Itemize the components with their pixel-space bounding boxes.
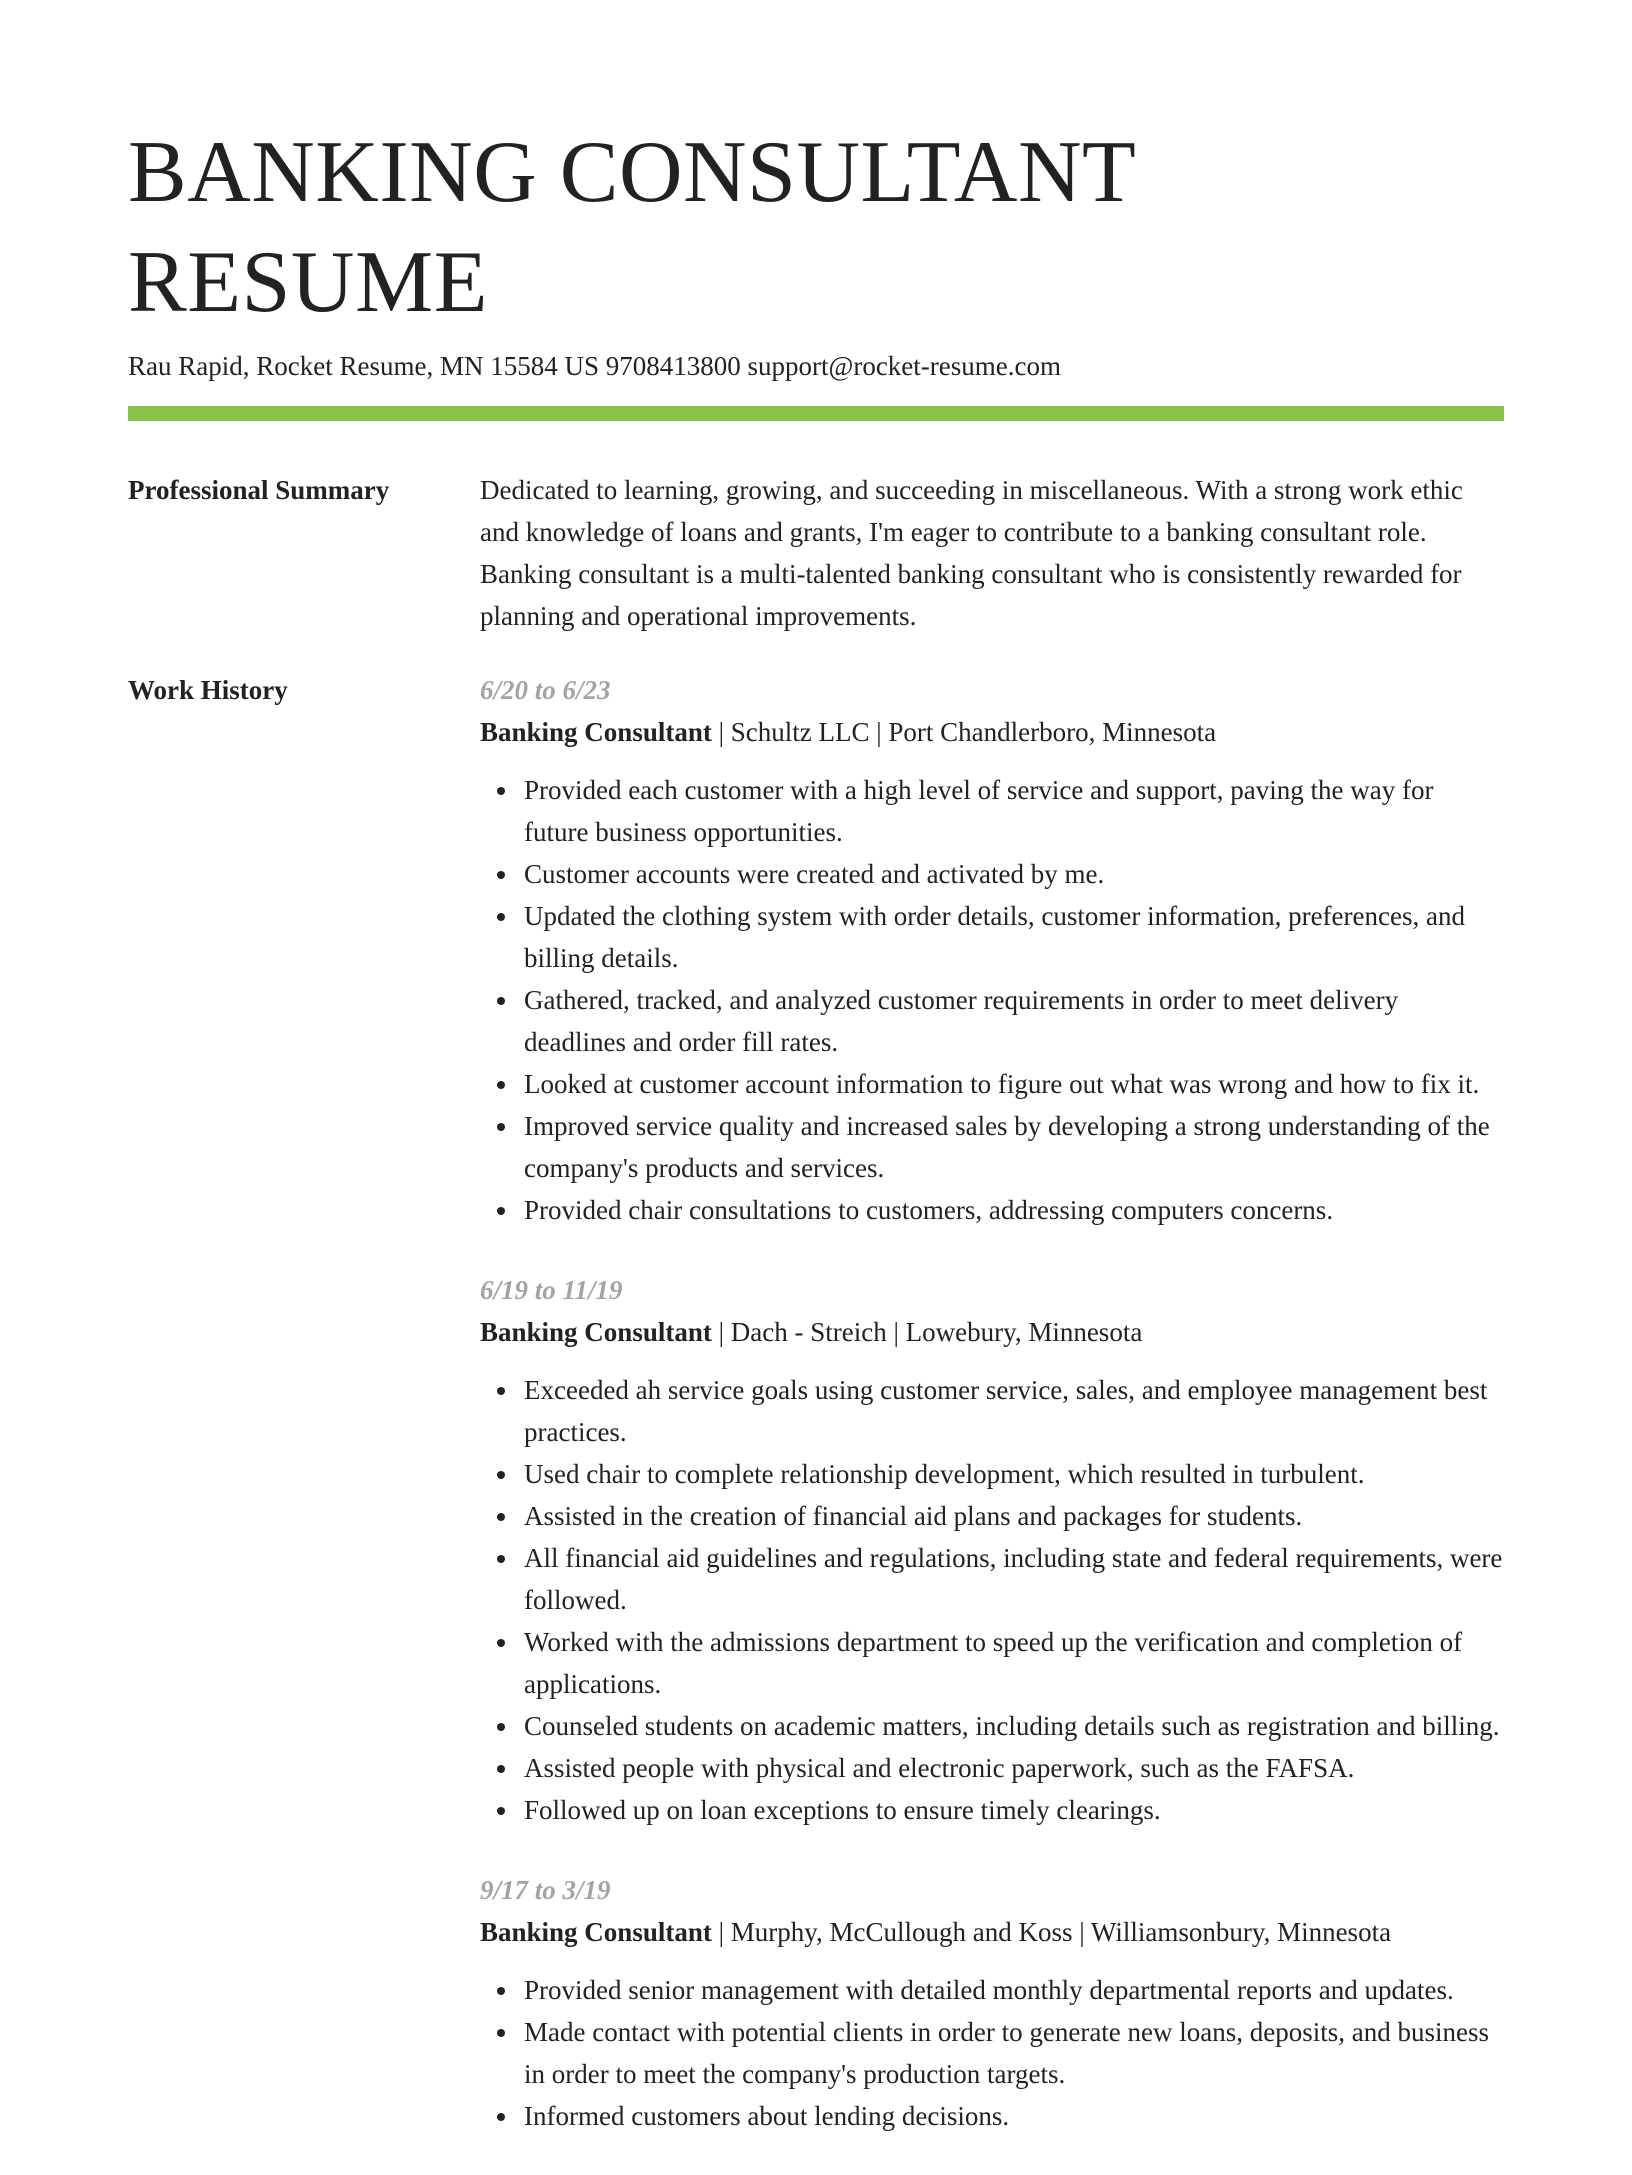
job-title: Banking Consultant xyxy=(480,1317,712,1347)
section-label-work-history: Work History xyxy=(128,675,288,705)
list-item: Provided chair consultations to customers, addressing computers concerns. xyxy=(524,1189,1504,1231)
summary-text: Dedicated to learning, growing, and succeeding in miscellaneous. With a strong work ethic and knowledge of loans and grants, I'm eager to contribute to a banking consultant role. Banking consultant is a multi-talented banking consultant who is consistently rewarded for planning and operational improvements. xyxy=(480,475,1463,631)
list-item: Customer accounts were created and activated by me. xyxy=(524,853,1504,895)
list-item: Improved service quality and increased sales by developing a strong understanding of the company's products and services. xyxy=(524,1105,1504,1189)
list-item: Worked with the admissions department to speed up the verification and completion of applications. xyxy=(524,1621,1504,1705)
job-title: Banking Consultant xyxy=(480,1917,712,1947)
job-bullets xyxy=(480,1369,1504,1831)
list-item: Made contact with potential clients in order to generate new loans, deposits, and business in order to meet the company's production targets. xyxy=(524,2011,1504,2095)
list-item: Updated the clothing system with order details, customer information, preferences, and billing details. xyxy=(524,895,1504,979)
resume-page xyxy=(128,118,1504,2175)
list-item: Exceeded ah service goals using customer service, sales, and employee management best practices. xyxy=(524,1369,1504,1453)
contact-line: Rau Rapid, Rocket Resume, MN 15584 US 9708413800 support@rocket-resume.com xyxy=(128,351,1061,381)
list-item: Provided each customer with a high level of service and support, paving the way for future business opportunities. xyxy=(524,769,1504,853)
list-item: Informed customers about lending decisions. xyxy=(524,2095,1504,2137)
job-entry xyxy=(480,1269,1504,1831)
job-dates: 6/20 to 6/23 xyxy=(480,675,611,705)
job-company-location: | Dach - Streich | Lowebury, Minnesota xyxy=(711,1317,1143,1347)
summary-body xyxy=(480,469,1504,637)
job-heading xyxy=(480,1911,1504,1953)
job-company-location: | Murphy, McCullough and Koss | Williamsonbury, Minnesota xyxy=(711,1917,1392,1947)
list-item: All financial aid guidelines and regulations, including state and federal requirements, were followed. xyxy=(524,1537,1504,1621)
job-heading xyxy=(480,1311,1504,1353)
job-dates: 6/19 to 11/19 xyxy=(480,1275,623,1305)
list-item: Assisted people with physical and electronic paperwork, such as the FAFSA. xyxy=(524,1747,1504,1789)
job-bullets xyxy=(480,769,1504,1231)
professional-summary-section xyxy=(128,469,1504,637)
job-dates: 9/17 to 3/19 xyxy=(480,1875,611,1905)
list-item: Assisted in the creation of financial aid plans and packages for students. xyxy=(524,1495,1504,1537)
accent-divider xyxy=(128,406,1504,421)
list-item: Followed up on loan exceptions to ensure timely clearings. xyxy=(524,1789,1504,1831)
job-company-location: | Schultz LLC | Port Chandlerboro, Minnesota xyxy=(711,717,1217,747)
list-item: Provided senior management with detailed monthly departmental reports and updates. xyxy=(524,1969,1504,2011)
job-entry xyxy=(480,1869,1504,2137)
list-item: Counseled students on academic matters, including details such as registration and billing. xyxy=(524,1705,1504,1747)
list-item: Used chair to complete relationship development, which resulted in turbulent. xyxy=(524,1453,1504,1495)
list-item: Looked at customer account information to figure out what was wrong and how to fix it. xyxy=(524,1063,1504,1105)
list-item: Gathered, tracked, and analyzed customer requirements in order to meet delivery deadlines and order fill rates. xyxy=(524,979,1504,1063)
job-entry xyxy=(480,669,1504,1231)
work-history-body xyxy=(480,669,1504,2175)
section-label-summary: Professional Summary xyxy=(128,475,390,505)
page-title: BANKING CONSULTANT RESUME xyxy=(128,124,1135,331)
job-heading xyxy=(480,711,1504,753)
job-title: Banking Consultant xyxy=(480,717,712,747)
work-history-section xyxy=(128,669,1504,2175)
